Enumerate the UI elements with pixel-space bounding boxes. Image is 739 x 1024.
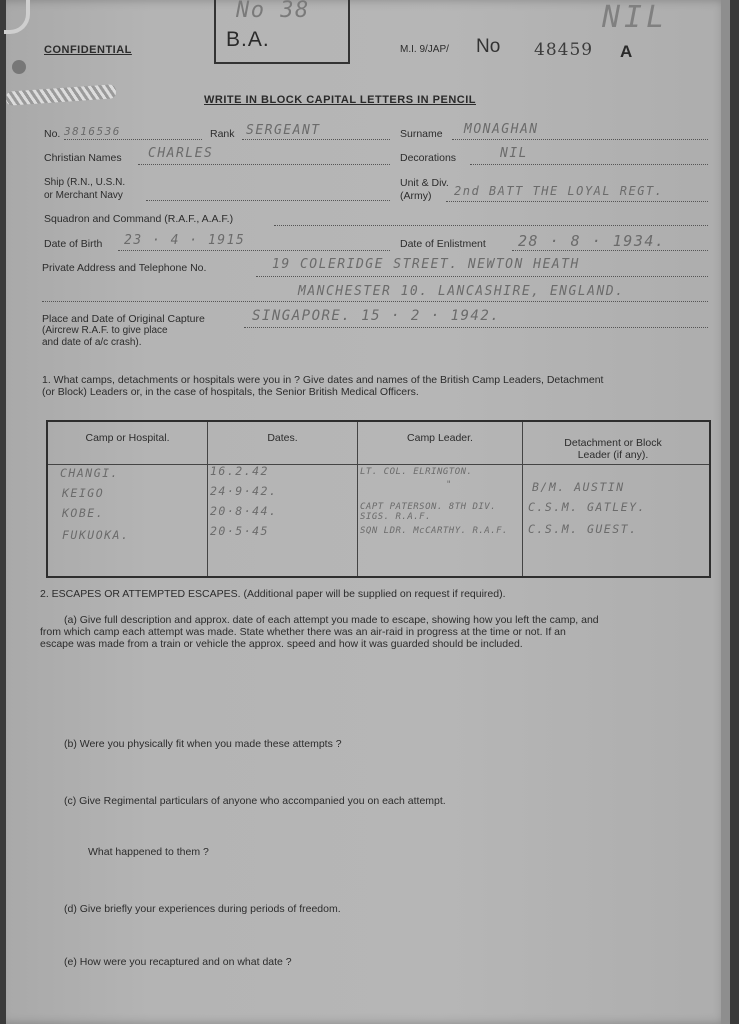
- christian-names-label: Christian Names: [44, 152, 122, 164]
- capture-label-3: and date of a/c crash).: [42, 337, 142, 348]
- number-label: No: [476, 36, 501, 57]
- rank-label: Rank: [210, 128, 235, 140]
- unit-label-1: Unit & Div.: [400, 177, 449, 189]
- decorations-label: Decorations: [400, 152, 457, 164]
- enlistment-value: 28 · 8 · 1934.: [518, 232, 666, 250]
- question1-line2: (or Block) Leaders or, in the case of hospitals, the Senior British Medical Officers.: [42, 386, 419, 398]
- row4-date: 20·5·45: [210, 524, 269, 538]
- form-page: [6, 0, 730, 1024]
- row1-date: 16.2.42: [210, 464, 269, 478]
- unit-value: 2nd BATT THE LOYAL REGT.: [454, 184, 664, 198]
- squadron-label: Squadron and Command (R.A.F., A.A.F.): [44, 213, 234, 225]
- ba-stamp-box: [214, 0, 350, 64]
- header-camp-leader: Camp Leader.: [407, 432, 473, 444]
- row4-camp: FUKUOKA.: [62, 528, 130, 542]
- unit-label-2: (Army): [400, 190, 432, 202]
- decorations-value: NIL: [500, 146, 528, 161]
- enlistment-label: Date of Enlistment: [400, 238, 486, 250]
- row4-detachment: C.S.M. GUEST.: [528, 522, 638, 536]
- box-code: B.A.: [226, 28, 270, 51]
- question2c-sub: What happened to them ?: [88, 846, 209, 858]
- row3-detachment: C.S.M. GATLEY.: [528, 500, 646, 514]
- question2-title: 2. ESCAPES OR ATTEMPTED ESCAPES. (Additional paper will be supplied on request if required).: [40, 588, 506, 600]
- header-detachment: Detachment or Block Leader (if any).: [564, 437, 662, 461]
- header-camp: Camp or Hospital.: [85, 432, 170, 444]
- punch-hole: [12, 60, 26, 74]
- binding-string-top: [4, 0, 30, 34]
- row1-camp: CHANGI.: [60, 466, 119, 480]
- form-suffix: A: [620, 42, 633, 61]
- dob-label: Date of Birth: [44, 238, 103, 250]
- surname-value: MONAGHAN: [464, 122, 539, 137]
- no-value: 3816536: [64, 125, 121, 138]
- question2c: (c) Give Regimental particulars of anyone who accompanied you on each attempt.: [64, 795, 446, 807]
- ship-label-1: Ship (R.N., U.S.N.: [44, 177, 126, 188]
- question2a-line2: from which camp each attempt was made. State whether there was an air-raid in progress at the time or not. If an: [40, 626, 566, 638]
- no-label: No.: [44, 128, 61, 140]
- question2b: (b) Were you physically fit when you made these attempts ?: [64, 738, 342, 750]
- row2-camp: KEIGO: [62, 486, 105, 500]
- row3-leader: CAPT PATERSON. 8TH DIV. SIGS. R.A.F.: [360, 502, 497, 522]
- question1-line1: 1. What camps, detachments or hospitals were you in ? Give dates and names of the British Camp Leaders, Detachment: [42, 374, 604, 386]
- surname-label: Surname: [400, 128, 443, 140]
- question2a-line1: (a) Give full description and approx. date of each attempt you made to escape, showing how you left the camp, and: [64, 614, 599, 626]
- row2-leader: ": [446, 480, 452, 490]
- address-line1: 19 COLERIDGE STREET. NEWTON HEATH: [272, 257, 580, 272]
- row3-camp: KOBE.: [62, 506, 105, 520]
- row2-detachment: B/M. AUSTIN: [532, 480, 625, 494]
- row1-leader: LT. COL. ELRINGTON.: [360, 467, 473, 477]
- camps-table: [46, 420, 711, 578]
- row3-date: 20·8·44.: [210, 504, 278, 518]
- rank-value: SERGEANT: [246, 123, 321, 138]
- capture-value: SINGAPORE. 15 · 2 · 1942.: [252, 308, 501, 324]
- christian-names-value: CHARLES: [148, 146, 214, 161]
- address-label: Private Address and Telephone No.: [42, 262, 207, 274]
- question2e: (e) How were you recaptured and on what date ?: [64, 956, 292, 968]
- paper-edge: [721, 0, 730, 1024]
- confidential-label: CONFIDENTIAL: [44, 44, 132, 56]
- form-number: 48459: [534, 40, 594, 60]
- row4-leader: SQN LDR. McCARTHY. R.A.F.: [360, 526, 508, 536]
- binding-string: [6, 84, 117, 106]
- question2a-line3: escape was made from a train or vehicle the approx. speed and how it was guarded should be included.: [40, 638, 523, 650]
- question2d: (d) Give briefly your experiences during periods of freedom.: [64, 903, 341, 915]
- row2-date: 24·9·42.: [210, 484, 278, 498]
- capture-label-2: (Aircrew R.A.F. to give place: [42, 325, 168, 336]
- mi-reference: M.I. 9/JAP/: [400, 44, 449, 55]
- handwritten-nil: NIL: [602, 0, 669, 35]
- address-line2: MANCHESTER 10. LANCASHIRE, ENGLAND.: [298, 284, 625, 299]
- ship-label-2: or Merchant Navy: [44, 190, 123, 201]
- instruction-heading: WRITE IN BLOCK CAPITAL LETTERS IN PENCIL: [204, 94, 476, 106]
- capture-label-1: Place and Date of Original Capture: [42, 313, 205, 325]
- dob-value: 23 · 4 · 1915: [124, 233, 246, 248]
- box-top-number: No 38: [236, 0, 310, 23]
- header-dates: Dates.: [267, 432, 298, 444]
